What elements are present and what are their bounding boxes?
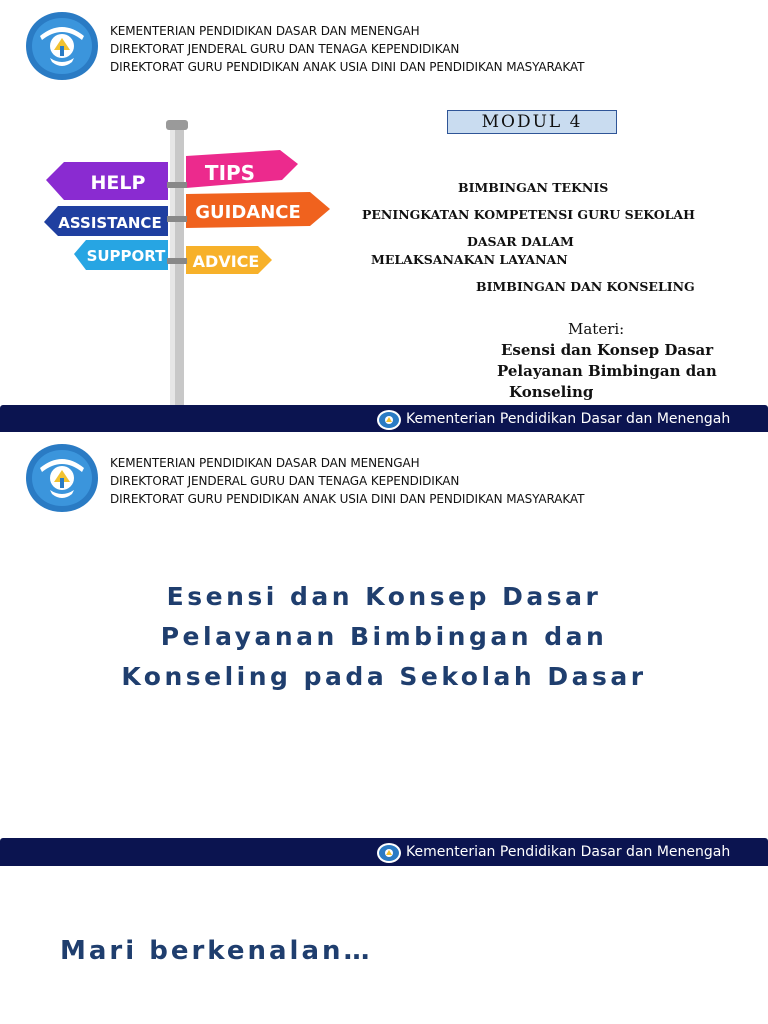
slide-1: [0, 0, 768, 432]
slide-3-title: Mari berkenalan…: [60, 936, 373, 966]
materi-line-3: Konseling: [509, 383, 594, 401]
module-title-line-3: DASAR DALAM: [467, 234, 574, 249]
sign-assistance-label: ASSISTANCE: [58, 214, 162, 232]
materi-line-2: Pelayanan Bimbingan dan: [497, 362, 717, 380]
footer-text: Kementerian Pendidikan Dasar dan Menengah: [406, 844, 731, 860]
header-line-3: DIREKTORAT GURU PENDIDIKAN ANAK USIA DINI DAN PENDIDIKAN MASYARAKAT: [110, 492, 585, 506]
tut-wuri-handayani-logo: [24, 10, 100, 82]
header-line-3: DIREKTORAT GURU PENDIDIKAN ANAK USIA DINI DAN PENDIDIKAN MASYARAKAT: [110, 60, 585, 74]
footer-logo: [376, 842, 402, 864]
header-line-1: KEMENTERIAN PENDIDIKAN DASAR DAN MENENGAH: [110, 24, 420, 38]
header-institution-text: [110, 454, 584, 508]
slide-2-footer-bar: [0, 838, 768, 866]
header-institution-text: [110, 22, 584, 76]
slide-2-title-line-2: Pelayanan Bimbingan dan: [160, 622, 608, 651]
materi-label: Materi:: [568, 320, 625, 338]
sign-help-label: HELP: [90, 172, 146, 194]
modul-label-box: MODUL 4: [447, 110, 617, 134]
slide-2: [0, 432, 768, 866]
module-title-line-2: PENINGKATAN KOMPETENSI GURU SEKOLAH: [362, 207, 695, 222]
slide-3: [0, 866, 768, 1024]
header-line-1: KEMENTERIAN PENDIDIKAN DASAR DAN MENENGAH: [110, 456, 420, 470]
signpost-illustration: [40, 112, 340, 408]
sign-advice-label: ADVICE: [192, 252, 260, 271]
slide-2-title-line-1: Esensi dan Konsep Dasar: [166, 582, 602, 611]
module-title-line-1: BIMBINGAN TEKNIS: [458, 180, 609, 195]
footer-logo: [376, 409, 402, 431]
materi-line-1: Esensi dan Konsep Dasar: [501, 341, 714, 359]
sign-tips-label: TIPS: [204, 161, 256, 185]
slide-2-title-line-3: Konseling pada Sekolah Dasar: [121, 662, 647, 691]
sign-guidance-label: GUIDANCE: [195, 202, 301, 223]
module-title-line-5: BIMBINGAN DAN KONSELING: [476, 279, 695, 294]
module-title-line-4: MELAKSANAKAN LAYANAN: [371, 252, 568, 267]
slide-1-footer-bar: [0, 405, 768, 432]
tut-wuri-handayani-logo: [24, 442, 100, 514]
header-line-2: DIREKTORAT JENDERAL GURU DAN TENAGA KEPENDIDIKAN: [110, 42, 460, 56]
header-line-2: DIREKTORAT JENDERAL GURU DAN TENAGA KEPENDIDIKAN: [110, 474, 460, 488]
footer-text: Kementerian Pendidikan Dasar dan Menengah: [406, 411, 731, 427]
sign-support-label: SUPPORT: [86, 247, 166, 265]
